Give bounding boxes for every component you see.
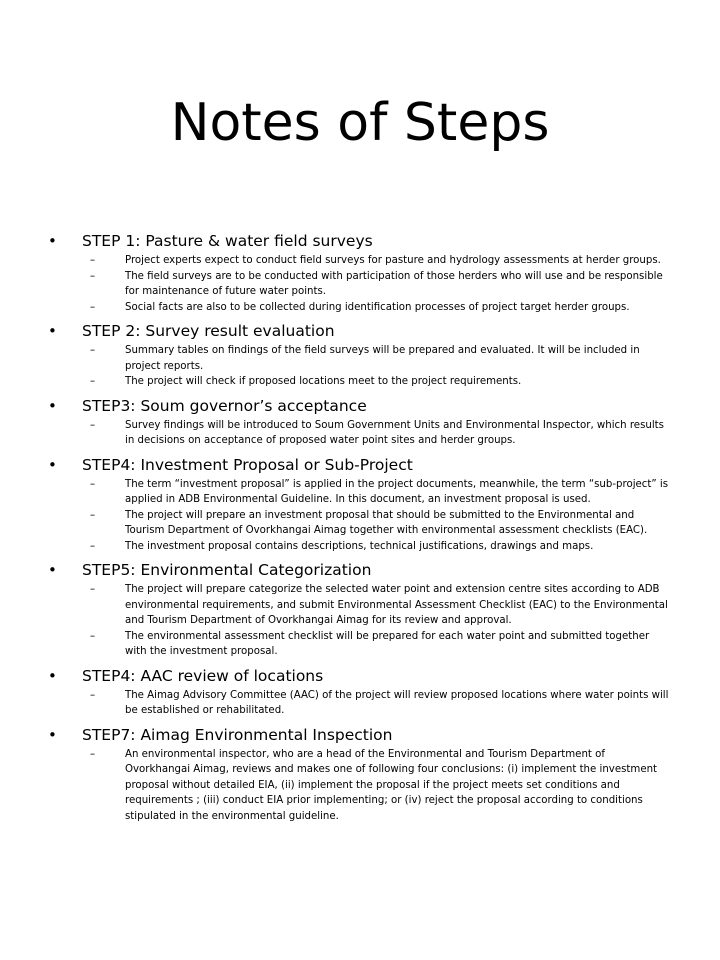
bullet-icon: • xyxy=(48,396,57,415)
sub-item xyxy=(48,253,670,269)
dash-icon: – xyxy=(90,748,96,760)
sub-item-text: The project will prepare an investment proposal that should be submitted to the Environmental and Tourism Department of Ovorkhangai Aimag together with environmental assessment checklists (EAC). xyxy=(125,509,648,536)
step-item xyxy=(48,726,670,825)
sub-item-text: Social facts are also to be collected during identification processes of project target herder groups. xyxy=(125,301,630,313)
dash-icon: – xyxy=(90,255,96,266)
step-item xyxy=(48,232,670,315)
step-heading xyxy=(48,726,670,745)
step-subitems xyxy=(48,343,670,390)
sub-item xyxy=(48,508,670,539)
sub-item xyxy=(48,582,670,629)
sub-item-text: The term “investment proposal” is applied in the project documents, meanwhile, the term “sub-project” is applied in ADB Environmental Guideline. In this document, an investment proposal is used. xyxy=(125,478,669,505)
dash-icon: – xyxy=(90,301,96,313)
step-heading xyxy=(48,232,670,251)
dash-icon: – xyxy=(90,540,96,552)
sub-item-text: The field surveys are to be conducted with participation of those herders who will use and be responsible for maintenance of future water points. xyxy=(125,270,663,297)
step-item xyxy=(48,322,670,390)
step-subitems xyxy=(48,418,670,449)
sub-item-text: The investment proposal contains descriptions, technical justifications, drawings and maps. xyxy=(125,540,594,552)
step-subitems xyxy=(48,477,670,555)
sub-item xyxy=(48,539,670,555)
dash-icon: – xyxy=(90,689,96,701)
step-heading xyxy=(48,456,670,475)
step-heading-text: STEP 2: Survey result evaluation xyxy=(82,322,335,340)
step-subitems xyxy=(48,253,670,315)
bullet-icon: • xyxy=(48,322,57,340)
step-heading-text: STEP3: Soum governor’s acceptance xyxy=(82,396,367,415)
step-heading-text: STEP4: Investment Proposal or Sub-Project xyxy=(82,455,413,474)
dash-icon: – xyxy=(90,584,96,595)
dash-icon: – xyxy=(90,419,96,431)
step-heading-text: STEP5: Environmental Categorization xyxy=(82,561,372,579)
dash-icon: – xyxy=(90,509,96,521)
bullet-icon: • xyxy=(48,232,57,250)
sub-item xyxy=(48,300,670,316)
sub-item-text: The project will prepare categorize the selected water point and extension centre sites according to ADB environmental requirements, and submit Environmental Assessment Checklist (EAC) to the Environmental and Tourism Department of Ovorkhangai Aimag for its review and approval. xyxy=(125,584,668,626)
steps-list xyxy=(48,232,670,831)
sub-item-text: The Aimag Advisory Committee (AAC) of the project will review proposed locations where water points will be established or rehabilitated. xyxy=(125,689,669,716)
sub-item xyxy=(48,477,670,508)
step-heading-text: STEP4: AAC review of locations xyxy=(82,666,324,685)
step-item xyxy=(48,456,670,555)
sub-item xyxy=(48,688,670,719)
step-item xyxy=(48,561,670,660)
step-heading-text: STEP7: Aimag Environmental Inspection xyxy=(82,725,393,744)
sub-item xyxy=(48,629,670,660)
sub-item-text: Survey findings will be introduced to Soum Government Units and Environmental Inspector, which results in decisions on acceptance of proposed water point sites and herder groups. xyxy=(125,419,664,446)
step-heading xyxy=(48,322,670,341)
bullet-icon: • xyxy=(48,561,57,579)
dash-icon: – xyxy=(90,345,96,356)
sub-item xyxy=(48,269,670,300)
sub-item-text: Project experts expect to conduct field surveys for pasture and hydrology assessments at herder groups. xyxy=(125,255,661,266)
sub-item-text: An environmental inspector, who are a head of the Environmental and Tourism Department of Ovorkhangai Aimag, reviews and makes one of following four conclusions: (i) implement the investment proposal without detailed EIA, (ii) implement the proposal if the project meets set conditions and requirements ; (iii) conduct EIA prior implementing; or (iv) reject the proposal according to conditions stipulated in the environmental guideline. xyxy=(125,748,658,822)
sub-item xyxy=(48,374,670,390)
step-subitems xyxy=(48,747,670,825)
step-heading xyxy=(48,397,670,416)
step-subitems xyxy=(48,688,670,719)
dash-icon: – xyxy=(90,376,96,387)
sub-item xyxy=(48,343,670,374)
sub-item-text: The environmental assessment checklist will be prepared for each water point and submitted together with the investment proposal. xyxy=(125,630,650,657)
step-heading xyxy=(48,561,670,580)
sub-item xyxy=(48,747,670,825)
step-heading-text: STEP 1: Pasture & water field surveys xyxy=(82,232,373,250)
step-heading xyxy=(48,667,670,686)
step-item xyxy=(48,667,670,719)
sub-item-text: The project will check if proposed locations meet to the project requirements. xyxy=(125,376,522,387)
dash-icon: – xyxy=(90,478,96,490)
step-subitems xyxy=(48,582,670,660)
sub-item xyxy=(48,418,670,449)
bullet-icon: • xyxy=(48,666,57,685)
sub-item-text: Summary tables on findings of the field surveys will be prepared and evaluated. It will be included in project reports. xyxy=(125,345,640,372)
bullet-icon: • xyxy=(48,725,57,744)
dash-icon: – xyxy=(90,630,96,642)
bullet-icon: • xyxy=(48,455,57,474)
dash-icon: – xyxy=(90,270,96,282)
page-title: Notes of Steps xyxy=(170,93,550,153)
step-item xyxy=(48,397,670,449)
